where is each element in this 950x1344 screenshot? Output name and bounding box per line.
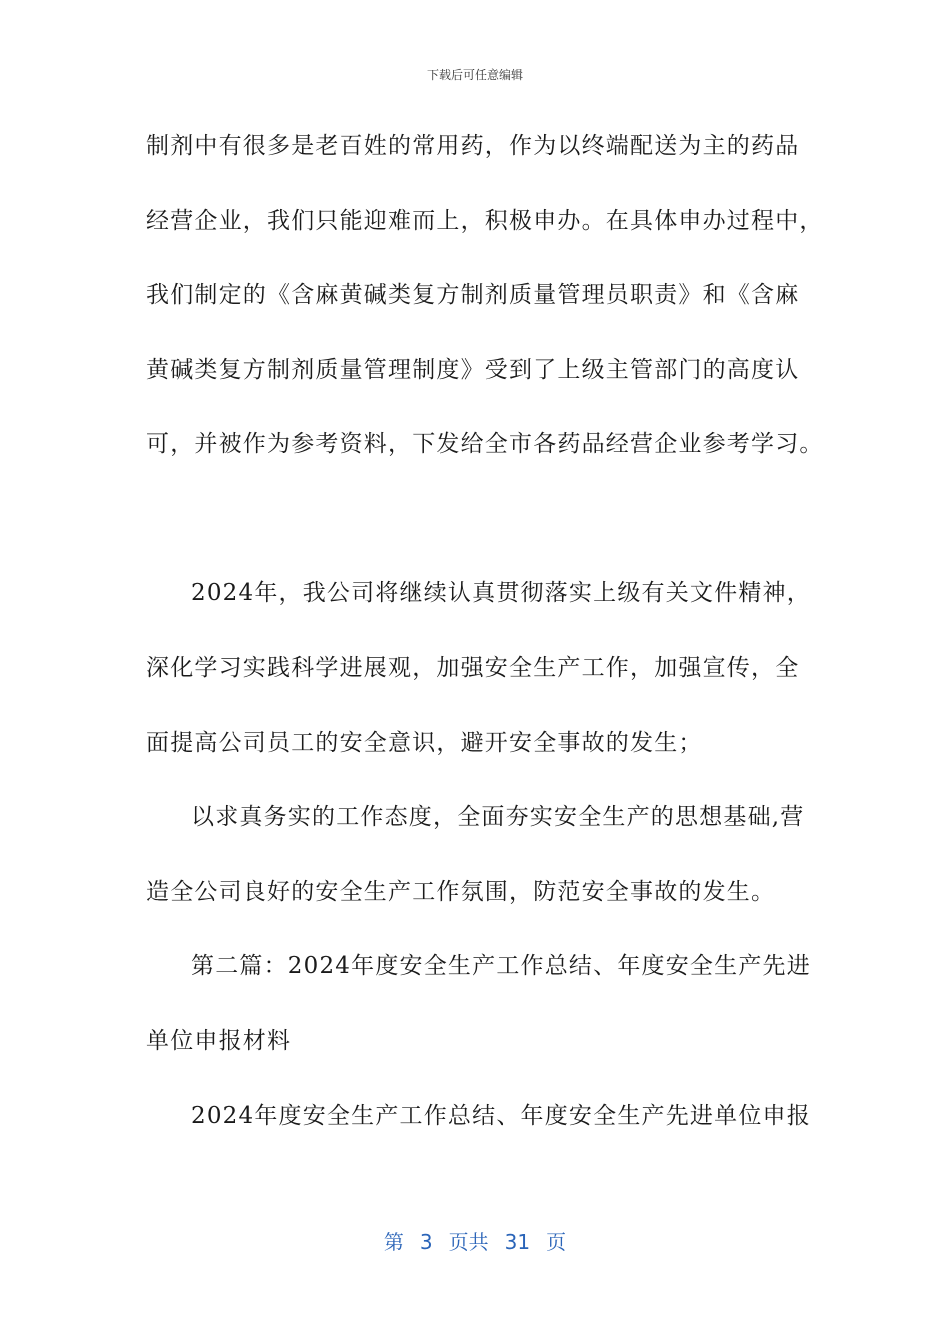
footer-prefix: 第 <box>383 1230 404 1254</box>
section-title-continued: 单位申报材料 <box>146 1028 292 1054</box>
body-line: 制剂中有很多是老百姓的常用药，作为以终端配送为主的药品 <box>146 133 800 159</box>
total-pages: 31 <box>504 1230 531 1254</box>
footer-suffix: 页 <box>546 1230 567 1254</box>
section-title: 第二篇：2024年度安全生产工作总结、年度安全生产先进 <box>191 953 811 979</box>
footer-middle: 页共 <box>448 1230 489 1254</box>
page-header: 下载后可任意编辑 <box>426 68 523 82</box>
body-line: 经营企业，我们只能迎难而上，积极申办。在具体申办过程中， <box>146 208 824 234</box>
current-page-number: 3 <box>419 1230 433 1254</box>
body-line: 面提高公司员工的安全意识，避开安全事故的发生； <box>146 730 703 756</box>
body-line: 深化学习实践科学进展观，加强安全生产工作，加强宣传，全 <box>146 655 800 681</box>
paragraph-start: 2024年度安全生产工作总结、年度安全生产先进单位申报 <box>191 1103 811 1129</box>
body-line: 黄碱类复方制剂质量管理制度》受到了上级主管部门的高度认 <box>146 357 800 383</box>
paragraph-start: 以求真务实的工作态度，全面夯实安全生产的思想基础,营 <box>191 804 805 830</box>
page-footer <box>0 1226 950 1255</box>
paragraph-start: 2024年，我公司将继续认真贯彻落实上级有关文件精神， <box>191 580 811 606</box>
body-line: 可，并被作为参考资料，下发给全市各药品经营企业参考学习。 <box>146 431 824 457</box>
body-line: 造全公司良好的安全生产工作氛围，防范安全事故的发生。 <box>146 879 776 905</box>
body-line: 我们制定的《含麻黄碱类复方制剂质量管理员职责》和《含麻 <box>146 282 800 308</box>
